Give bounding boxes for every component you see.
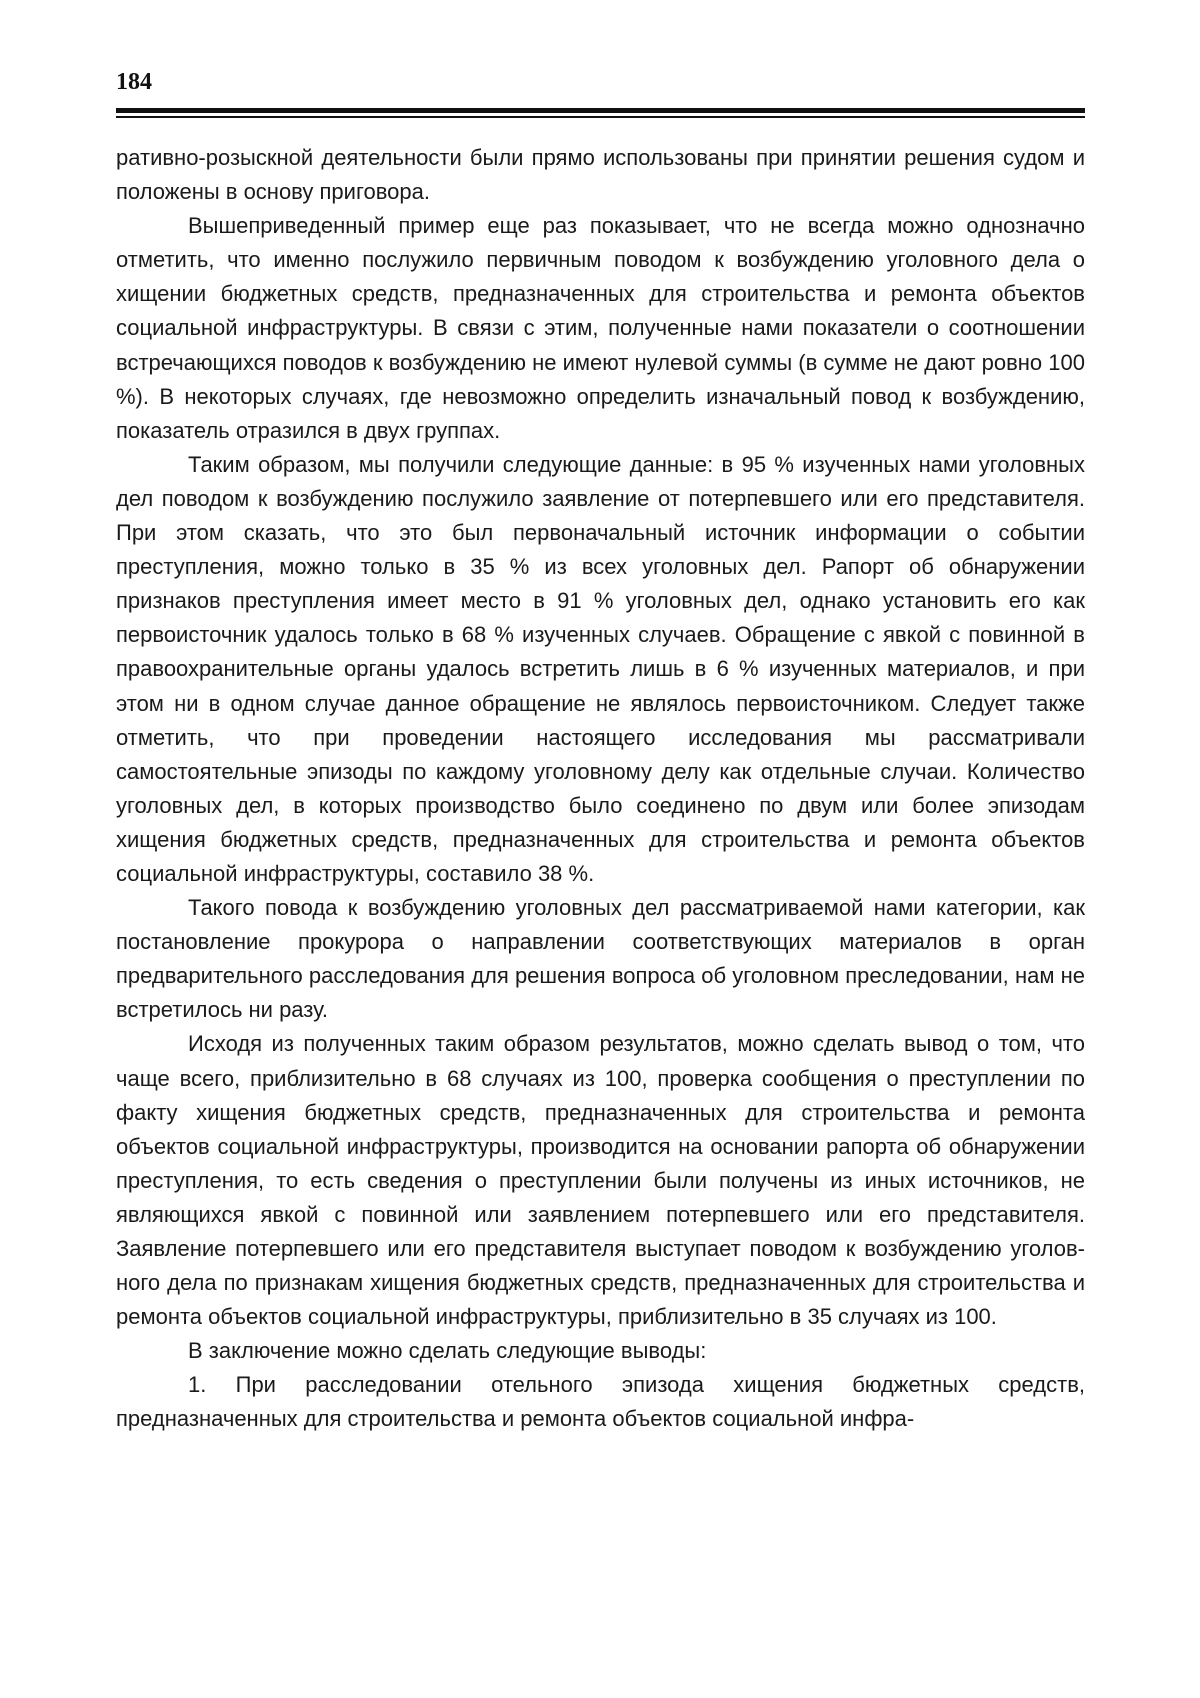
paragraph-continuation: ративно-розыскной деятельности были прямо использованы при принятии решения судом и положены в основу приговора. (116, 145, 1085, 205)
page-number: 184 (116, 69, 152, 95)
paragraph: Вышеприведенный пример еще раз показывает, что не всегда можно однозначно отметить, что именно послужило первичным поводом к возбуждению уголовного дела о хищении бюджетных средств, предназначенных для строительства и ремонта объектов социальной инфраструктуры. В связи с этим, полученные нами показатели о соотношении встречающихся поводов к возбуждению не имеют нулевой суммы (в сумме не дают ровно 100 %). В некоторых случаях, где невозможно определить изначальный повод к возбуждению, показатель отразился в двух группах. (116, 213, 1085, 443)
paragraph: Таким образом, мы получили следующие данные: в 95 % изученных нами уголовных дел поводом к возбуждению послужило заявление от потерпевшего или его представителя. При этом сказать, что это был первоначальный источник информации о событии преступления, можно только в 35 % из всех уголовных дел. Рапорт об обнаружении признаков преступления имеет место в 91 % уголовных дел, однако установить его как первоисточник удалось только в 68 % изученных случаев. Обращение с явкой с повинной в правоохранительные органы удалось встретить лишь в 6 % изученных материалов, и при этом ни в одном случае данное обращение не являлось первоисточником. Следует также отметить, что при проведении настоящего исследования мы рассматривали самостоятельные эпизоды по каждому уголовному делу как отдельные случаи. Количество уголовных дел, в которых производство было соединено по двум или более эпизодам хищения бюджетных средств, предназначенных для строительства и ремонта объектов социальной инфраструктуры, составило 38 %. (116, 451, 1085, 886)
header-rule-thin (116, 116, 1085, 118)
conclusions-intro: В заключение можно сделать следующие выводы: (188, 1338, 707, 1364)
conclusion-item: 1. При расследовании отельного эпизода хищения бюджетных средств, предназначенных для строительства и ремонта объектов социальной инфра- (116, 1372, 1085, 1432)
header-rule-thick (116, 108, 1085, 113)
paragraph: Исходя из полученных таким образом результатов, можно сделать вывод о том, что чаще всего, приблизительно в 68 случаях из 100, проверка сообщения о преступлении по факту хищения бюджетных средств, предназначенных для строительства и ремонта объектов социальной инфраструктуры, производится на основании рапорта об обнаружении преступления, то есть сведения о преступлении были получены из иных источников, не являющихся явкой с повинной или заявлением потерпевшего или его представителя. Заявление потерпевшего или его представителя выступает поводом к возбуждению уголовного дела по признакам хищения бюджетных средств, предназначенных для строительства и ремонта объектов социальной инфраструктуры, приблизительно в 35 случаях из 100. (116, 1031, 1085, 1330)
body-text (116, 141, 1085, 1437)
paragraph: Такого повода к возбуждению уголовных дел рассматриваемой нами категории, как постановление прокурора о направлении соответствующих материалов в орган предварительного расследования для решения вопроса об уголовном преследовании, нам не встретилось ни разу. (116, 895, 1085, 1023)
